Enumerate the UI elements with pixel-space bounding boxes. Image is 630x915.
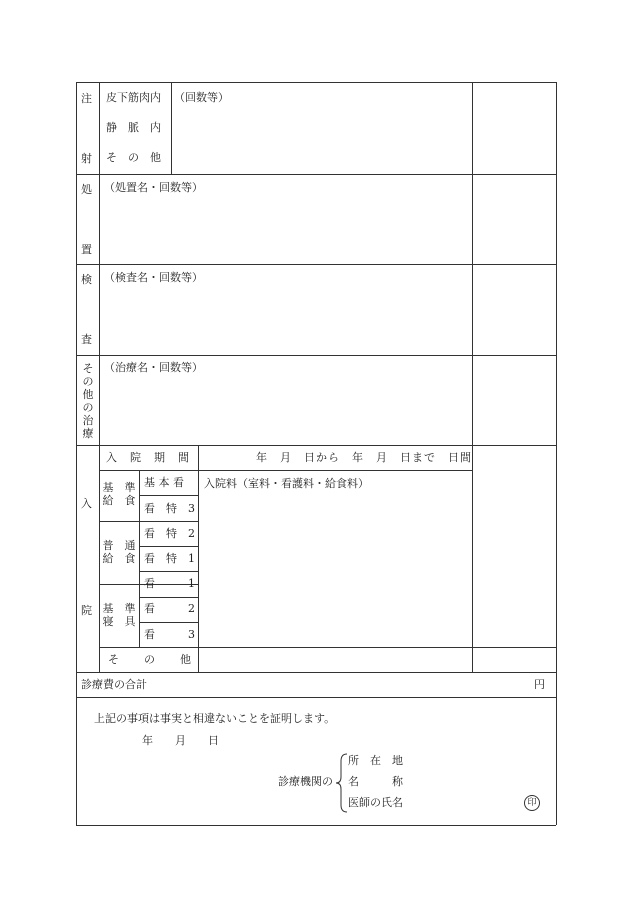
- hosp-other-label: そ の 他: [108, 653, 192, 666]
- procedure-note: （処置名・回数等）: [104, 181, 203, 194]
- total-label: 診療費の合計: [81, 678, 147, 691]
- row-line-procedure: [76, 264, 556, 265]
- kango-row-toku1: 看 特 1: [144, 552, 195, 565]
- injection-row-other: そ の 他: [106, 151, 161, 164]
- bottom-border: [76, 825, 556, 826]
- procedure-side-label-top: 処: [81, 183, 92, 196]
- kango-row-toku2: 看 特 2: [144, 527, 195, 540]
- row-line-injection: [76, 174, 556, 175]
- injection-inner-divider: [171, 82, 172, 174]
- amount-column-divider: [472, 82, 473, 672]
- institution-label: 診療機関の: [278, 775, 333, 788]
- other-treatment-side-label: そ の 他 の 治 療: [82, 362, 94, 440]
- kango-line-6: [139, 622, 198, 623]
- kango-line-1: [139, 495, 198, 496]
- procedure-side-label-bottom: 置: [81, 243, 92, 256]
- kango-row-toku3: 看 特 3: [144, 502, 195, 515]
- injection-row-intravenous: 静 脈 内: [106, 121, 161, 134]
- row-line-total-bottom: [76, 697, 556, 698]
- field-doctor-name: 医師の氏名: [348, 796, 403, 809]
- hosp-side-label-bottom: 院: [81, 604, 92, 617]
- kango-row-2: 看 2: [144, 602, 195, 615]
- hosp-fee-note: 入院料（室料・看護料・給食料）: [204, 477, 369, 490]
- certification-date: 年 月 日: [142, 734, 219, 747]
- injection-side-label-top: 注: [81, 92, 92, 105]
- exam-side-label-top: 検: [81, 273, 92, 286]
- outer-left-border: [76, 82, 77, 825]
- kango-row-1: 看 1: [144, 577, 195, 590]
- row-line-exam: [76, 355, 556, 356]
- certification-statement: 上記の事項は事実と相違ないことを証明します。: [94, 712, 336, 725]
- field-name: 名 称: [348, 775, 403, 788]
- injection-row-subcutaneous: 皮下筋肉内: [106, 91, 161, 104]
- kango-row-kihon: 基 本 看: [144, 476, 184, 489]
- injection-note: （回数等）: [174, 91, 229, 104]
- hosp-period-divider: [198, 445, 199, 672]
- total-unit: 円: [534, 678, 545, 691]
- hosp-period-line: [99, 470, 472, 471]
- exam-note: （検査名・回数等）: [104, 271, 203, 284]
- hosp-kango-divider: [139, 470, 140, 647]
- exam-side-label-bottom: 査: [81, 333, 92, 346]
- seal-label: 印: [527, 798, 537, 808]
- top-border: [76, 82, 556, 83]
- hosp-period-label: 入 院 期 間: [106, 451, 190, 464]
- hosp-side-label-top: 入: [81, 497, 92, 510]
- row-line-total-top: [76, 672, 556, 673]
- outer-right-border: [556, 82, 557, 825]
- kango-row-3: 看 3: [144, 628, 195, 641]
- injection-side-label-bottom: 射: [81, 152, 92, 165]
- hosp-group-line-1: [99, 521, 198, 522]
- futsu-kyushoku-label: 普 通 給 食: [102, 539, 136, 565]
- kango-line-4: [139, 571, 198, 572]
- row-line-other-treatment: [76, 445, 556, 446]
- kijun-shingu-label: 基 準 寝 具: [102, 602, 136, 628]
- hosp-other-line: [99, 647, 556, 648]
- other-treatment-note: （治療名・回数等）: [104, 361, 203, 374]
- brace-icon: [336, 753, 348, 813]
- kango-line-3: [139, 546, 198, 547]
- hosp-period-value: 年 月 日から 年 月 日まで 日間: [256, 451, 472, 464]
- seal-mark: [524, 795, 540, 811]
- kijun-kyushoku-label: 基 準 給 食: [102, 481, 136, 507]
- field-address: 所 在 地: [348, 754, 403, 767]
- kango-line-5: [139, 597, 198, 598]
